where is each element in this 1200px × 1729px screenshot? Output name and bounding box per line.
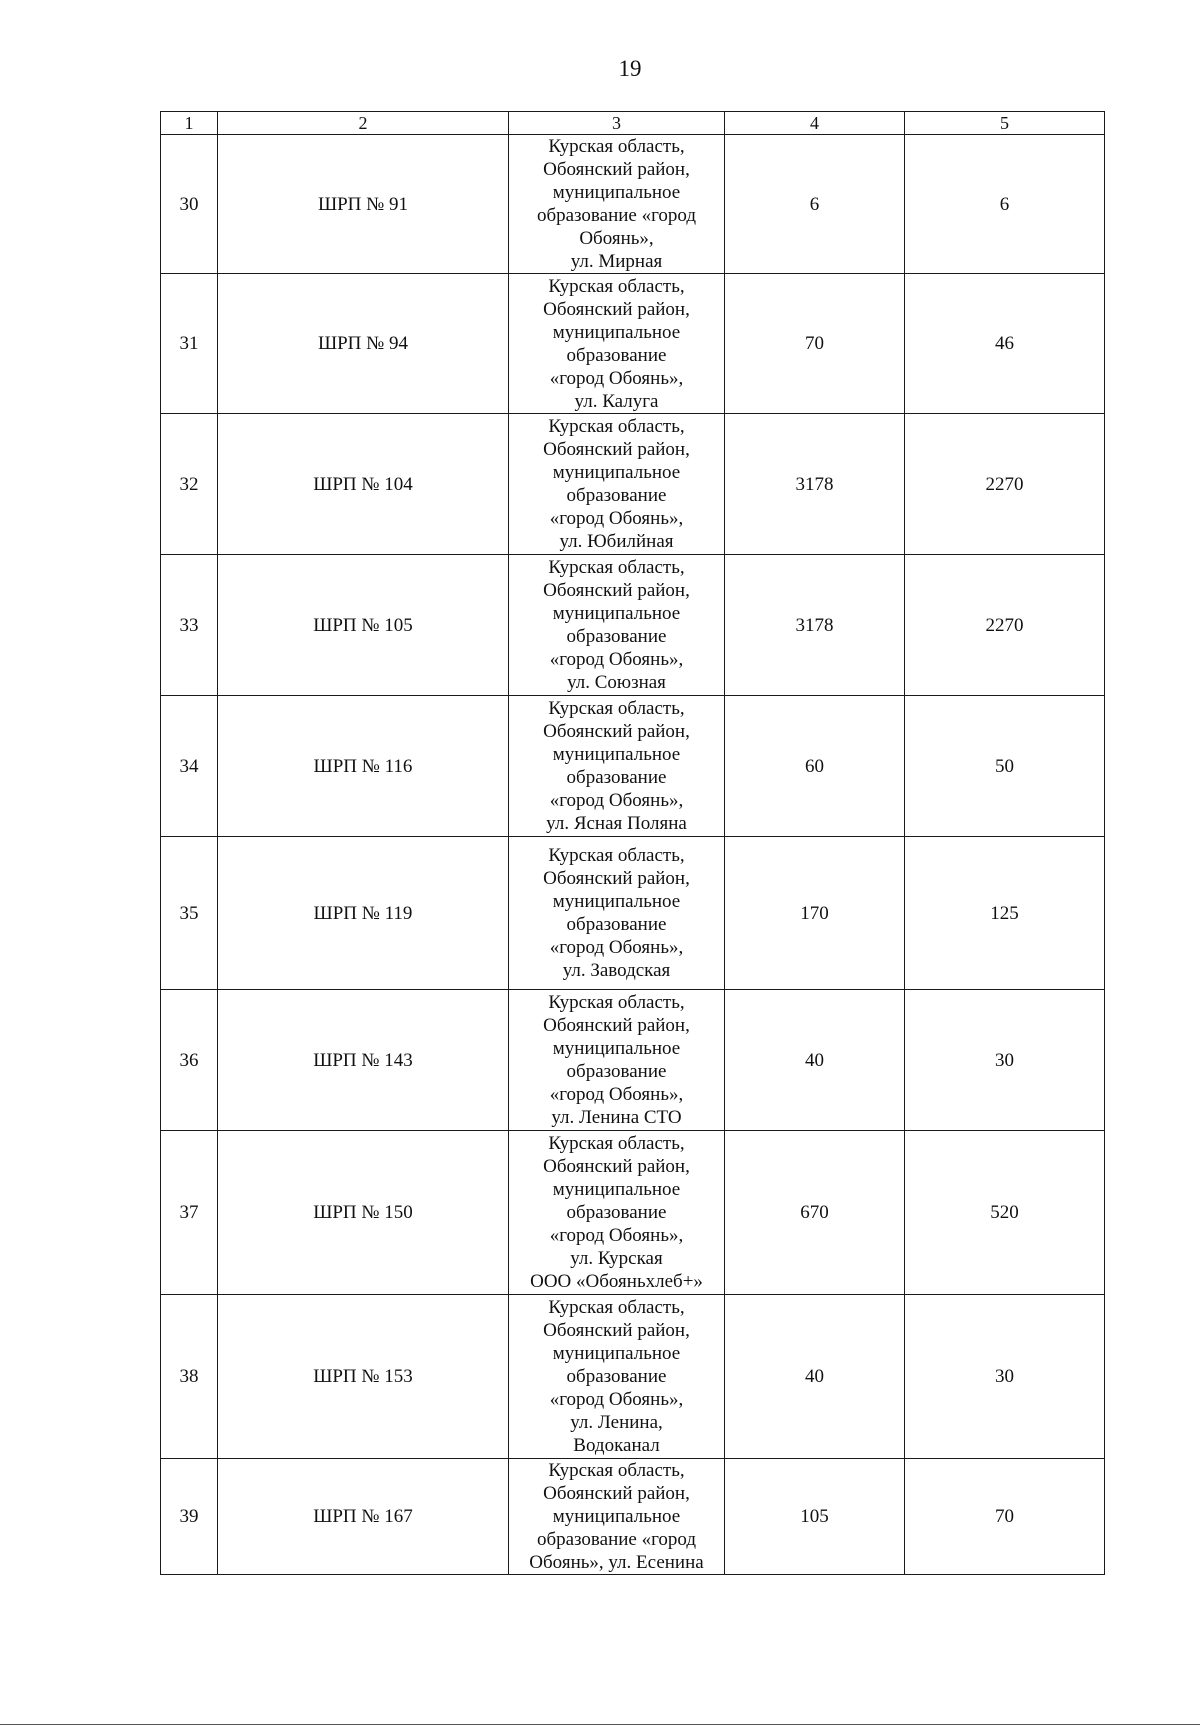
station-name: ШРП № 143 xyxy=(218,990,509,1131)
station-address: Курская область, Обоянский район, муниципальное образование «город Обоянь», ул. Калуга xyxy=(509,274,725,414)
station-name: ШРП № 104 xyxy=(218,414,509,555)
column-4-value: 170 xyxy=(725,837,905,990)
station-name: ШРП № 150 xyxy=(218,1131,509,1295)
row-number: 39 xyxy=(161,1459,218,1575)
page-number: 19 xyxy=(618,56,642,81)
station-address: Курская область, Обоянский район, муниципальное образование «город Обоянь», ул. Ленина СТО xyxy=(509,990,725,1131)
gas-distribution-table xyxy=(160,111,1105,1575)
station-name: ШРП № 116 xyxy=(218,696,509,837)
column-4-value: 3178 xyxy=(725,555,905,696)
station-name: ШРП № 119 xyxy=(218,837,509,990)
table-row xyxy=(161,414,1105,555)
page-bottom-border xyxy=(0,1724,1200,1725)
station-address: Курская область, Обоянский район, муниципальное образование «город Обоянь», ул. Ясная Поляна xyxy=(509,696,725,837)
station-address: Курская область, Обоянский район, муниципальное образование «город Обоянь», ул. Юбилйная xyxy=(509,414,725,555)
station-name: ШРП № 94 xyxy=(218,274,509,414)
row-number: 34 xyxy=(161,696,218,837)
table-row xyxy=(161,1459,1105,1575)
table-row xyxy=(161,696,1105,837)
column-5-value: 70 xyxy=(905,1459,1105,1575)
row-number: 31 xyxy=(161,274,218,414)
table-row xyxy=(161,135,1105,274)
column-5-value: 520 xyxy=(905,1131,1105,1295)
table-row xyxy=(161,274,1105,414)
station-address: Курская область, Обоянский район, муниципальное образование «город Обоянь», ул. Заводская xyxy=(509,837,725,990)
column-5-value: 2270 xyxy=(905,414,1105,555)
table-row xyxy=(161,1295,1105,1459)
table-row xyxy=(161,990,1105,1131)
column-4-value: 40 xyxy=(725,1295,905,1459)
station-address: Курская область, Обоянский район, муниципальное образование «город Обоянь», ул. Ленина, Водоканал xyxy=(509,1295,725,1459)
table-header-row xyxy=(161,112,1105,135)
column-4-value: 60 xyxy=(725,696,905,837)
row-number: 32 xyxy=(161,414,218,555)
station-name: ШРП № 167 xyxy=(218,1459,509,1575)
column-header-5: 5 xyxy=(905,112,1105,135)
station-address: Курская область, Обоянский район, муниципальное образование «город Обоянь», ул. Союзная xyxy=(509,555,725,696)
column-header-1: 1 xyxy=(161,112,218,135)
row-number: 36 xyxy=(161,990,218,1131)
column-5-value: 50 xyxy=(905,696,1105,837)
row-number: 33 xyxy=(161,555,218,696)
station-name: ШРП № 91 xyxy=(218,135,509,274)
column-4-value: 105 xyxy=(725,1459,905,1575)
column-5-value: 2270 xyxy=(905,555,1105,696)
column-header-4: 4 xyxy=(725,112,905,135)
station-address: Курская область, Обоянский район, муниципальное образование «город Обоянь», ул. Мирная xyxy=(509,135,725,274)
station-name: ШРП № 153 xyxy=(218,1295,509,1459)
column-header-2: 2 xyxy=(218,112,509,135)
table-row xyxy=(161,1131,1105,1295)
row-number: 38 xyxy=(161,1295,218,1459)
column-5-value: 30 xyxy=(905,990,1105,1131)
row-number: 35 xyxy=(161,837,218,990)
station-name: ШРП № 105 xyxy=(218,555,509,696)
column-4-value: 70 xyxy=(725,274,905,414)
row-number: 37 xyxy=(161,1131,218,1295)
column-5-value: 30 xyxy=(905,1295,1105,1459)
column-5-value: 6 xyxy=(905,135,1105,274)
column-4-value: 3178 xyxy=(725,414,905,555)
table-row xyxy=(161,555,1105,696)
table-row xyxy=(161,837,1105,990)
column-4-value: 670 xyxy=(725,1131,905,1295)
column-4-value: 6 xyxy=(725,135,905,274)
station-address: Курская область, Обоянский район, муниципальное образование «город Обоянь», ул. Есенина xyxy=(509,1459,725,1575)
column-5-value: 46 xyxy=(905,274,1105,414)
column-header-3: 3 xyxy=(509,112,725,135)
row-number: 30 xyxy=(161,135,218,274)
column-5-value: 125 xyxy=(905,837,1105,990)
column-4-value: 40 xyxy=(725,990,905,1131)
station-address: Курская область, Обоянский район, муниципальное образование «город Обоянь», ул. Курская ООО «Обояньхлеб+» xyxy=(509,1131,725,1295)
